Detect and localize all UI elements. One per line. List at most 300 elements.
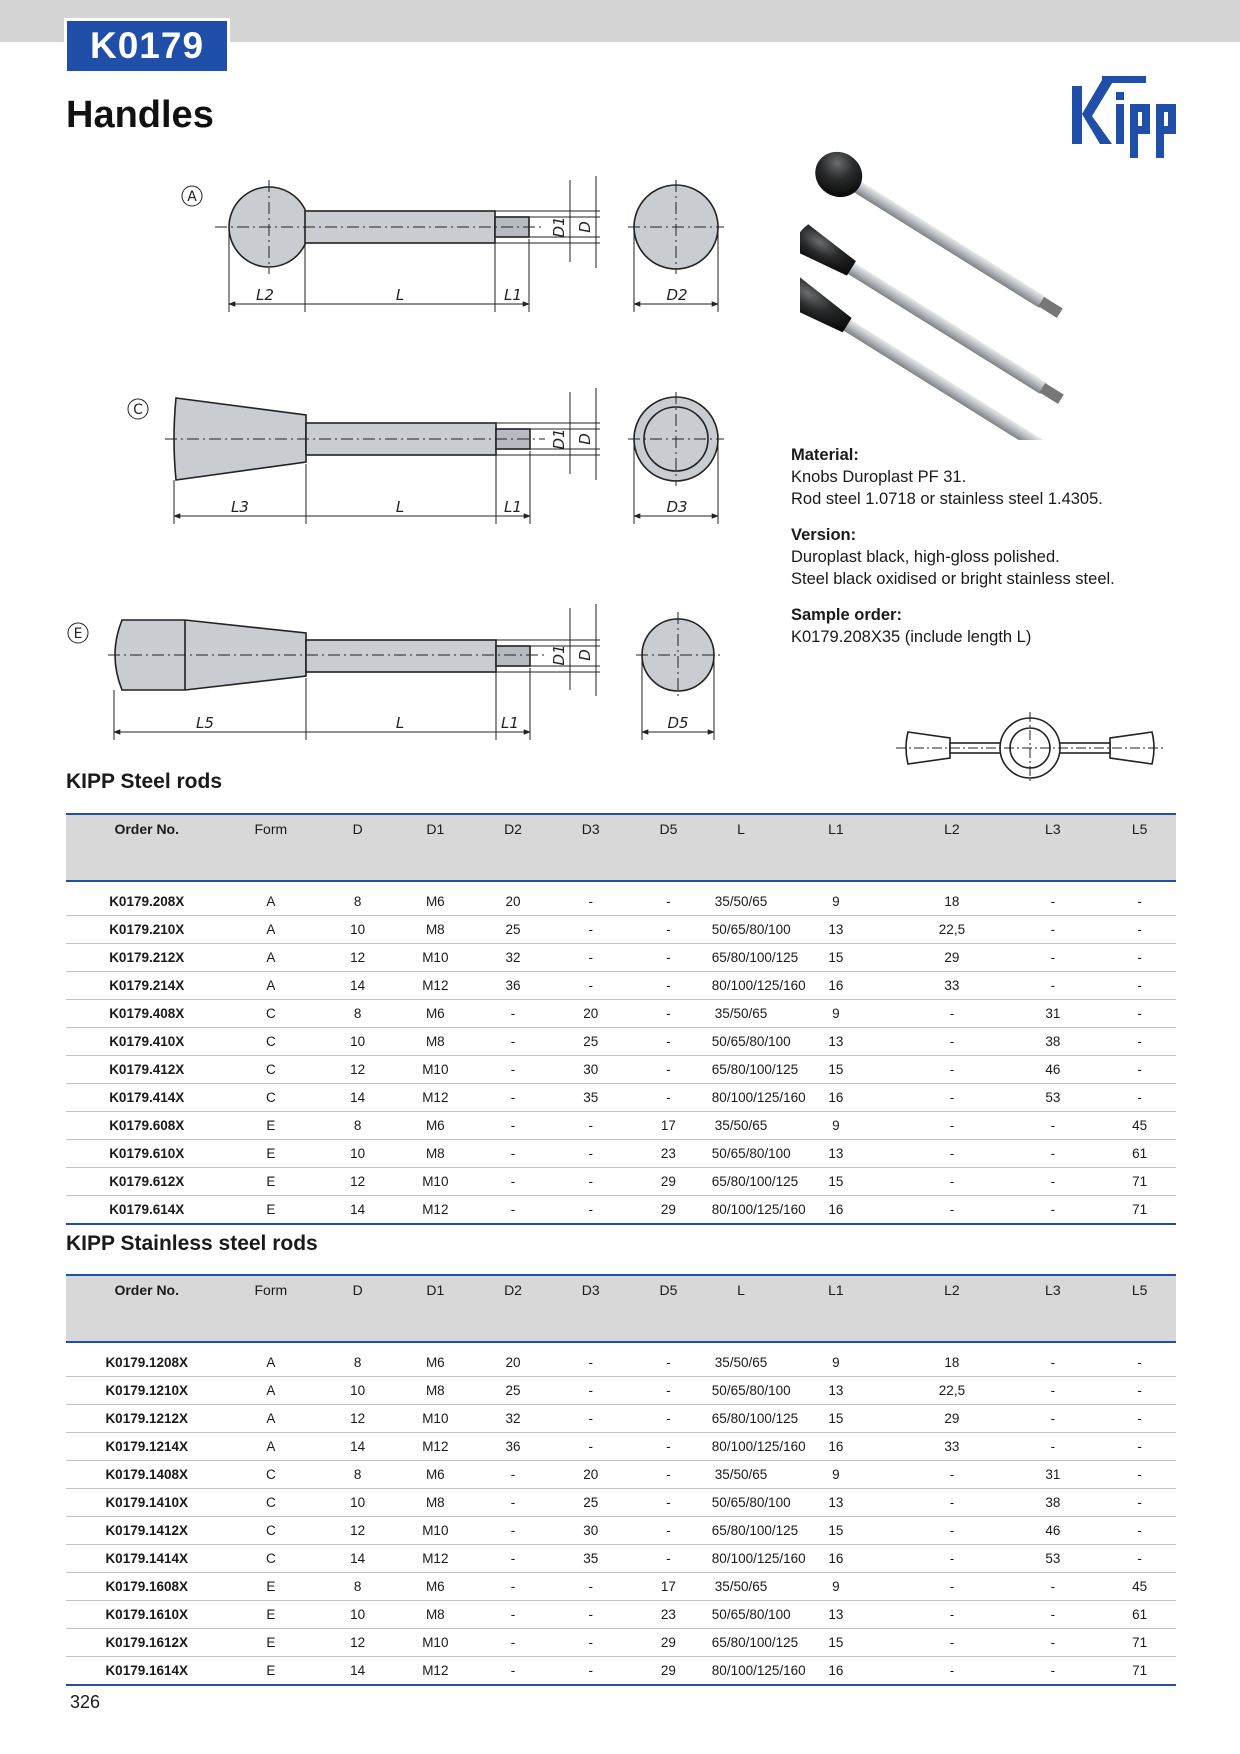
table-cell: 12 (314, 1405, 401, 1433)
table-cell: M10 (401, 1056, 470, 1084)
order-number-cell: K0179.1410X (66, 1489, 227, 1517)
table-cell: 20 (470, 1342, 557, 1377)
table-cell: - (1002, 1196, 1103, 1225)
table-cell: 50/65/80/100 (712, 1489, 771, 1517)
order-number-cell: K0179.1612X (66, 1629, 227, 1657)
table-cell: 12 (314, 944, 401, 972)
table-cell: 9 (770, 1461, 901, 1489)
table-cell: - (556, 944, 625, 972)
column-header: Order No. (66, 1275, 227, 1342)
table-cell: 35/50/65 (712, 881, 771, 916)
table-cell: A (227, 916, 314, 944)
table-cell: 80/100/125/160 (712, 1084, 771, 1112)
table-cell: 9 (770, 1000, 901, 1028)
table-cell: M12 (401, 1433, 470, 1461)
table-header-row (66, 1275, 1176, 1342)
table-cell: - (1002, 1140, 1103, 1168)
table-cell: - (1002, 1168, 1103, 1196)
table-cell: - (901, 1000, 1002, 1028)
table-cell: 9 (770, 1112, 901, 1140)
table-cell: 14 (314, 1545, 401, 1573)
table-cell: 14 (314, 972, 401, 1000)
column-header: D5 (625, 1275, 712, 1342)
table-cell: - (556, 1112, 625, 1140)
table-cell: - (556, 1168, 625, 1196)
table-cell: 29 (901, 944, 1002, 972)
table-cell: M8 (401, 1489, 470, 1517)
table-cell: - (470, 1601, 557, 1629)
dim-d: D (576, 221, 594, 233)
table-cell: 65/80/100/125 (712, 1405, 771, 1433)
table-cell: 29 (625, 1629, 712, 1657)
table-cell: A (227, 1433, 314, 1461)
table-cell: - (901, 1084, 1002, 1112)
table-cell: 45 (1103, 1573, 1176, 1601)
table-cell: M8 (401, 1140, 470, 1168)
column-header: D1 (401, 814, 470, 881)
table-cell: - (901, 1517, 1002, 1545)
table-cell: - (625, 1342, 712, 1377)
table-cell: 30 (556, 1056, 625, 1084)
dim-d1: D1 (550, 216, 568, 238)
table-cell: 36 (470, 972, 557, 1000)
order-number-cell: K0179.208X (66, 881, 227, 916)
assembly-sketch (890, 708, 1170, 788)
table-cell: M6 (401, 1461, 470, 1489)
table-cell: - (901, 1028, 1002, 1056)
table-cell: - (470, 1489, 557, 1517)
order-number-cell: K0179.214X (66, 972, 227, 1000)
table-cell: 71 (1103, 1657, 1176, 1686)
table-cell: 50/65/80/100 (712, 1601, 771, 1629)
table-cell: 35/50/65 (712, 1000, 771, 1028)
table-cell: - (1103, 1084, 1176, 1112)
table-cell: 8 (314, 1461, 401, 1489)
table-cell: 25 (556, 1028, 625, 1056)
table-cell: A (227, 1405, 314, 1433)
table-cell: 16 (770, 1545, 901, 1573)
table-cell: A (227, 1377, 314, 1405)
table-cell: 36 (470, 1433, 557, 1461)
order-number-cell: K0179.1610X (66, 1601, 227, 1629)
table-cell: 29 (901, 1405, 1002, 1433)
table-cell: - (1002, 1601, 1103, 1629)
table-cell: 18 (901, 881, 1002, 916)
table-cell: M8 (401, 1377, 470, 1405)
table-cell: 32 (470, 944, 557, 972)
table-cell: - (1103, 1461, 1176, 1489)
form-a-marker: A (187, 189, 197, 205)
table-cell: - (1103, 916, 1176, 944)
table-cell: C (227, 1056, 314, 1084)
column-header: L5 (1103, 1275, 1176, 1342)
table-cell: 50/65/80/100 (712, 1140, 771, 1168)
order-number-cell: K0179.408X (66, 1000, 227, 1028)
table-cell: - (1103, 1000, 1176, 1028)
form-c-marker: C (133, 402, 143, 418)
dim-d3: D3 (666, 498, 688, 516)
table-cell: - (1103, 1489, 1176, 1517)
table-cell: 20 (556, 1000, 625, 1028)
column-header: L3 (1002, 1275, 1103, 1342)
table-cell: M10 (401, 1517, 470, 1545)
table-cell: - (556, 881, 625, 916)
table-cell: E (227, 1601, 314, 1629)
page-title: Handles (66, 94, 214, 136)
table-cell: E (227, 1573, 314, 1601)
dim-l1: L1 (504, 498, 522, 516)
table-cell: 12 (314, 1629, 401, 1657)
table-row (66, 1517, 1176, 1545)
table-cell: E (227, 1112, 314, 1140)
table-cell: 15 (770, 1168, 901, 1196)
table-cell: M12 (401, 1657, 470, 1686)
table-cell: 9 (770, 881, 901, 916)
column-header: Form (227, 814, 314, 881)
table-cell: - (556, 1140, 625, 1168)
table-cell: 22,5 (901, 1377, 1002, 1405)
table-cell: M6 (401, 1342, 470, 1377)
dim-d: D (576, 649, 594, 661)
material-block (791, 444, 1191, 510)
table-cell: 17 (625, 1573, 712, 1601)
table-cell: 65/80/100/125 (712, 1517, 771, 1545)
table-cell: 32 (470, 1405, 557, 1433)
product-code: K0179 (64, 18, 230, 74)
order-number-cell: K0179.1212X (66, 1405, 227, 1433)
table-cell: - (470, 1000, 557, 1028)
table-cell: - (901, 1573, 1002, 1601)
table-cell: 80/100/125/160 (712, 972, 771, 1000)
table-cell: 33 (901, 1433, 1002, 1461)
table-cell: 46 (1002, 1517, 1103, 1545)
table-cell: 35/50/65 (712, 1112, 771, 1140)
table-cell: M6 (401, 1112, 470, 1140)
dim-d1: D1 (550, 644, 568, 666)
table-cell: 46 (1002, 1056, 1103, 1084)
table-row (66, 1140, 1176, 1168)
table-row (66, 1196, 1176, 1225)
table-header-row (66, 814, 1176, 881)
table-cell: - (901, 1657, 1002, 1686)
table-cell: E (227, 1657, 314, 1686)
table-cell: - (1103, 1405, 1176, 1433)
table-cell: - (625, 1028, 712, 1056)
table-cell: - (556, 1657, 625, 1686)
version-text-1: Duroplast black, high-gloss polished. (791, 548, 1060, 566)
table-cell: C (227, 1084, 314, 1112)
table-cell: - (901, 1601, 1002, 1629)
table-cell: 9 (770, 1573, 901, 1601)
table-cell: - (1103, 1517, 1176, 1545)
table-cell: 15 (770, 944, 901, 972)
column-header: D (314, 1275, 401, 1342)
table-cell: - (1002, 1377, 1103, 1405)
table-cell: C (227, 1545, 314, 1573)
order-number-cell: K0179.1210X (66, 1377, 227, 1405)
table-cell: - (1103, 1028, 1176, 1056)
table-cell: 14 (314, 1433, 401, 1461)
table-cell: A (227, 1342, 314, 1377)
table-row (66, 1601, 1176, 1629)
table-cell: M6 (401, 881, 470, 916)
dim-l1: L1 (504, 286, 522, 304)
table-cell: 13 (770, 916, 901, 944)
table-cell: E (227, 1196, 314, 1225)
table-cell: - (1103, 972, 1176, 1000)
table-cell: - (1103, 1342, 1176, 1377)
table-cell: - (556, 1433, 625, 1461)
table-cell: 8 (314, 881, 401, 916)
table-cell: M10 (401, 944, 470, 972)
dim-l1: L1 (501, 714, 519, 732)
dim-d: D (576, 433, 594, 445)
table-cell: 65/80/100/125 (712, 1056, 771, 1084)
dim-d5: D5 (667, 714, 689, 732)
table-cell: 10 (314, 1028, 401, 1056)
table-cell: 25 (470, 1377, 557, 1405)
table-cell: - (625, 944, 712, 972)
table-cell: - (1002, 1112, 1103, 1140)
table-cell: 15 (770, 1405, 901, 1433)
table-row (66, 1657, 1176, 1686)
table-cell: 65/80/100/125 (712, 944, 771, 972)
order-number-cell: K0179.1408X (66, 1461, 227, 1489)
steel-rods-table (66, 813, 1176, 1225)
order-number-cell: K0179.608X (66, 1112, 227, 1140)
table-cell: 12 (314, 1056, 401, 1084)
table-cell: 71 (1103, 1196, 1176, 1225)
table-cell: - (470, 1629, 557, 1657)
sample-order-label: Sample order: (791, 606, 902, 624)
table-cell: 71 (1103, 1168, 1176, 1196)
sample-order-text: K0179.208X35 (include length L) (791, 628, 1032, 646)
table-cell: 13 (770, 1377, 901, 1405)
table-row (66, 1377, 1176, 1405)
material-label: Material: (791, 446, 859, 464)
table-cell: 20 (556, 1461, 625, 1489)
table-cell: - (1002, 1629, 1103, 1657)
table-cell: - (625, 972, 712, 1000)
table-cell: - (625, 1084, 712, 1112)
dim-d2: D2 (666, 286, 688, 304)
stainless-rods-table (66, 1274, 1176, 1686)
table-row (66, 1056, 1176, 1084)
order-number-cell: K0179.212X (66, 944, 227, 972)
table-row (66, 881, 1176, 916)
table-cell: 17 (625, 1112, 712, 1140)
table-cell: 22,5 (901, 916, 1002, 944)
table-cell: - (1002, 881, 1103, 916)
table-cell: 29 (625, 1196, 712, 1225)
table-cell: - (1002, 944, 1103, 972)
table-cell: - (625, 1377, 712, 1405)
table-cell: - (1103, 944, 1176, 972)
column-header: D2 (470, 1275, 557, 1342)
table-cell: - (625, 1056, 712, 1084)
table-cell: 29 (625, 1168, 712, 1196)
table-cell: - (901, 1461, 1002, 1489)
table-cell: 12 (314, 1168, 401, 1196)
table-cell: - (556, 916, 625, 944)
order-number-cell: K0179.1412X (66, 1517, 227, 1545)
table-cell: E (227, 1140, 314, 1168)
version-label: Version: (791, 526, 857, 544)
column-header: L (712, 1275, 771, 1342)
table-cell: 23 (625, 1601, 712, 1629)
table-cell: 35 (556, 1545, 625, 1573)
table-cell: M6 (401, 1000, 470, 1028)
order-number-cell: K0179.612X (66, 1168, 227, 1196)
table-cell: 29 (625, 1657, 712, 1686)
table-cell: A (227, 881, 314, 916)
column-header: L1 (770, 814, 901, 881)
table-cell: 10 (314, 1140, 401, 1168)
order-number-cell: K0179.1214X (66, 1433, 227, 1461)
table-cell: 80/100/125/160 (712, 1545, 771, 1573)
table-cell: 65/80/100/125 (712, 1629, 771, 1657)
dim-l3: L3 (231, 498, 249, 516)
table-cell: - (1103, 1433, 1176, 1461)
table-cell: 53 (1002, 1084, 1103, 1112)
kipp-logo (1072, 76, 1186, 158)
table-cell: 30 (556, 1517, 625, 1545)
table-cell: 13 (770, 1140, 901, 1168)
table-cell: 16 (770, 1433, 901, 1461)
dim-d1: D1 (550, 428, 568, 450)
table-cell: - (470, 1545, 557, 1573)
table-cell: M6 (401, 1573, 470, 1601)
table-cell: - (625, 1405, 712, 1433)
table-cell: - (556, 972, 625, 1000)
column-header: D (314, 814, 401, 881)
table-cell: 13 (770, 1601, 901, 1629)
table-cell: M12 (401, 1545, 470, 1573)
table-cell: - (625, 1000, 712, 1028)
product-photo (800, 150, 1120, 440)
dim-l: L (395, 714, 405, 732)
column-header: D5 (625, 814, 712, 881)
table-row (66, 1168, 1176, 1196)
table-cell: 33 (901, 972, 1002, 1000)
table-cell: M12 (401, 1196, 470, 1225)
table-cell: - (556, 1629, 625, 1657)
table-cell: - (1002, 1657, 1103, 1686)
table-cell: 10 (314, 1377, 401, 1405)
table-cell: 25 (556, 1489, 625, 1517)
table-row (66, 1573, 1176, 1601)
table-row (66, 972, 1176, 1000)
table-cell: - (625, 1517, 712, 1545)
table-cell: 80/100/125/160 (712, 1657, 771, 1686)
table-cell: C (227, 1517, 314, 1545)
version-block (791, 524, 1191, 590)
table-cell: - (1002, 916, 1103, 944)
table-cell: M12 (401, 972, 470, 1000)
table-cell: 31 (1002, 1461, 1103, 1489)
table-cell: 14 (314, 1657, 401, 1686)
stainless-section-title: KIPP Stainless steel rods (66, 1232, 318, 1255)
table-cell: 31 (1002, 1000, 1103, 1028)
table-cell: 8 (314, 1573, 401, 1601)
order-number-cell: K0179.614X (66, 1196, 227, 1225)
table-cell: 15 (770, 1056, 901, 1084)
column-header: L1 (770, 1275, 901, 1342)
column-header: L2 (901, 1275, 1002, 1342)
table-cell: M10 (401, 1629, 470, 1657)
table-cell: C (227, 1000, 314, 1028)
table-cell: E (227, 1168, 314, 1196)
column-header: D3 (556, 1275, 625, 1342)
table-cell: 8 (314, 1342, 401, 1377)
table-cell: 16 (770, 972, 901, 1000)
table-cell: - (470, 1112, 557, 1140)
table-cell: - (901, 1196, 1002, 1225)
table-cell: M10 (401, 1405, 470, 1433)
column-header: L3 (1002, 814, 1103, 881)
table-cell: C (227, 1489, 314, 1517)
table-cell: 38 (1002, 1489, 1103, 1517)
table-cell: - (625, 1489, 712, 1517)
table-cell: 16 (770, 1196, 901, 1225)
table-cell: 14 (314, 1196, 401, 1225)
material-text-2: Rod steel 1.0718 or stainless steel 1.4305. (791, 490, 1103, 508)
table-cell: - (1002, 972, 1103, 1000)
table-row (66, 1405, 1176, 1433)
table-cell: - (625, 916, 712, 944)
table-cell: - (470, 1573, 557, 1601)
table-cell: 35/50/65 (712, 1573, 771, 1601)
table-row (66, 1545, 1176, 1573)
table-cell: 50/65/80/100 (712, 916, 771, 944)
table-cell: - (901, 1140, 1002, 1168)
table-row (66, 1461, 1176, 1489)
order-number-cell: K0179.610X (66, 1140, 227, 1168)
table-cell: - (1002, 1342, 1103, 1377)
table-row (66, 1000, 1176, 1028)
table-cell: - (901, 1545, 1002, 1573)
table-cell: - (470, 1084, 557, 1112)
table-cell: 16 (770, 1084, 901, 1112)
material-text-1: Knobs Duroplast PF 31. (791, 468, 967, 486)
column-header: L (712, 814, 771, 881)
column-header: D2 (470, 814, 557, 881)
table-cell: 23 (625, 1140, 712, 1168)
table-cell: - (1103, 1545, 1176, 1573)
table-cell: 18 (901, 1342, 1002, 1377)
table-cell: E (227, 1629, 314, 1657)
table-cell: M12 (401, 1084, 470, 1112)
table-cell: 25 (470, 916, 557, 944)
table-cell: - (1103, 881, 1176, 916)
order-number-cell: K0179.410X (66, 1028, 227, 1056)
table-cell: 12 (314, 1517, 401, 1545)
table-cell: - (470, 1517, 557, 1545)
table-cell: 80/100/125/160 (712, 1433, 771, 1461)
column-header: D1 (401, 1275, 470, 1342)
order-number-cell: K0179.412X (66, 1056, 227, 1084)
order-number-cell: K0179.1608X (66, 1573, 227, 1601)
table-cell: 71 (1103, 1629, 1176, 1657)
table-row (66, 1629, 1176, 1657)
table-cell: 15 (770, 1517, 901, 1545)
table-cell: 9 (770, 1342, 901, 1377)
table-cell: - (901, 1629, 1002, 1657)
table-cell: 15 (770, 1629, 901, 1657)
order-number-cell: K0179.1414X (66, 1545, 227, 1573)
table-cell: - (1103, 1056, 1176, 1084)
table-cell: 8 (314, 1000, 401, 1028)
